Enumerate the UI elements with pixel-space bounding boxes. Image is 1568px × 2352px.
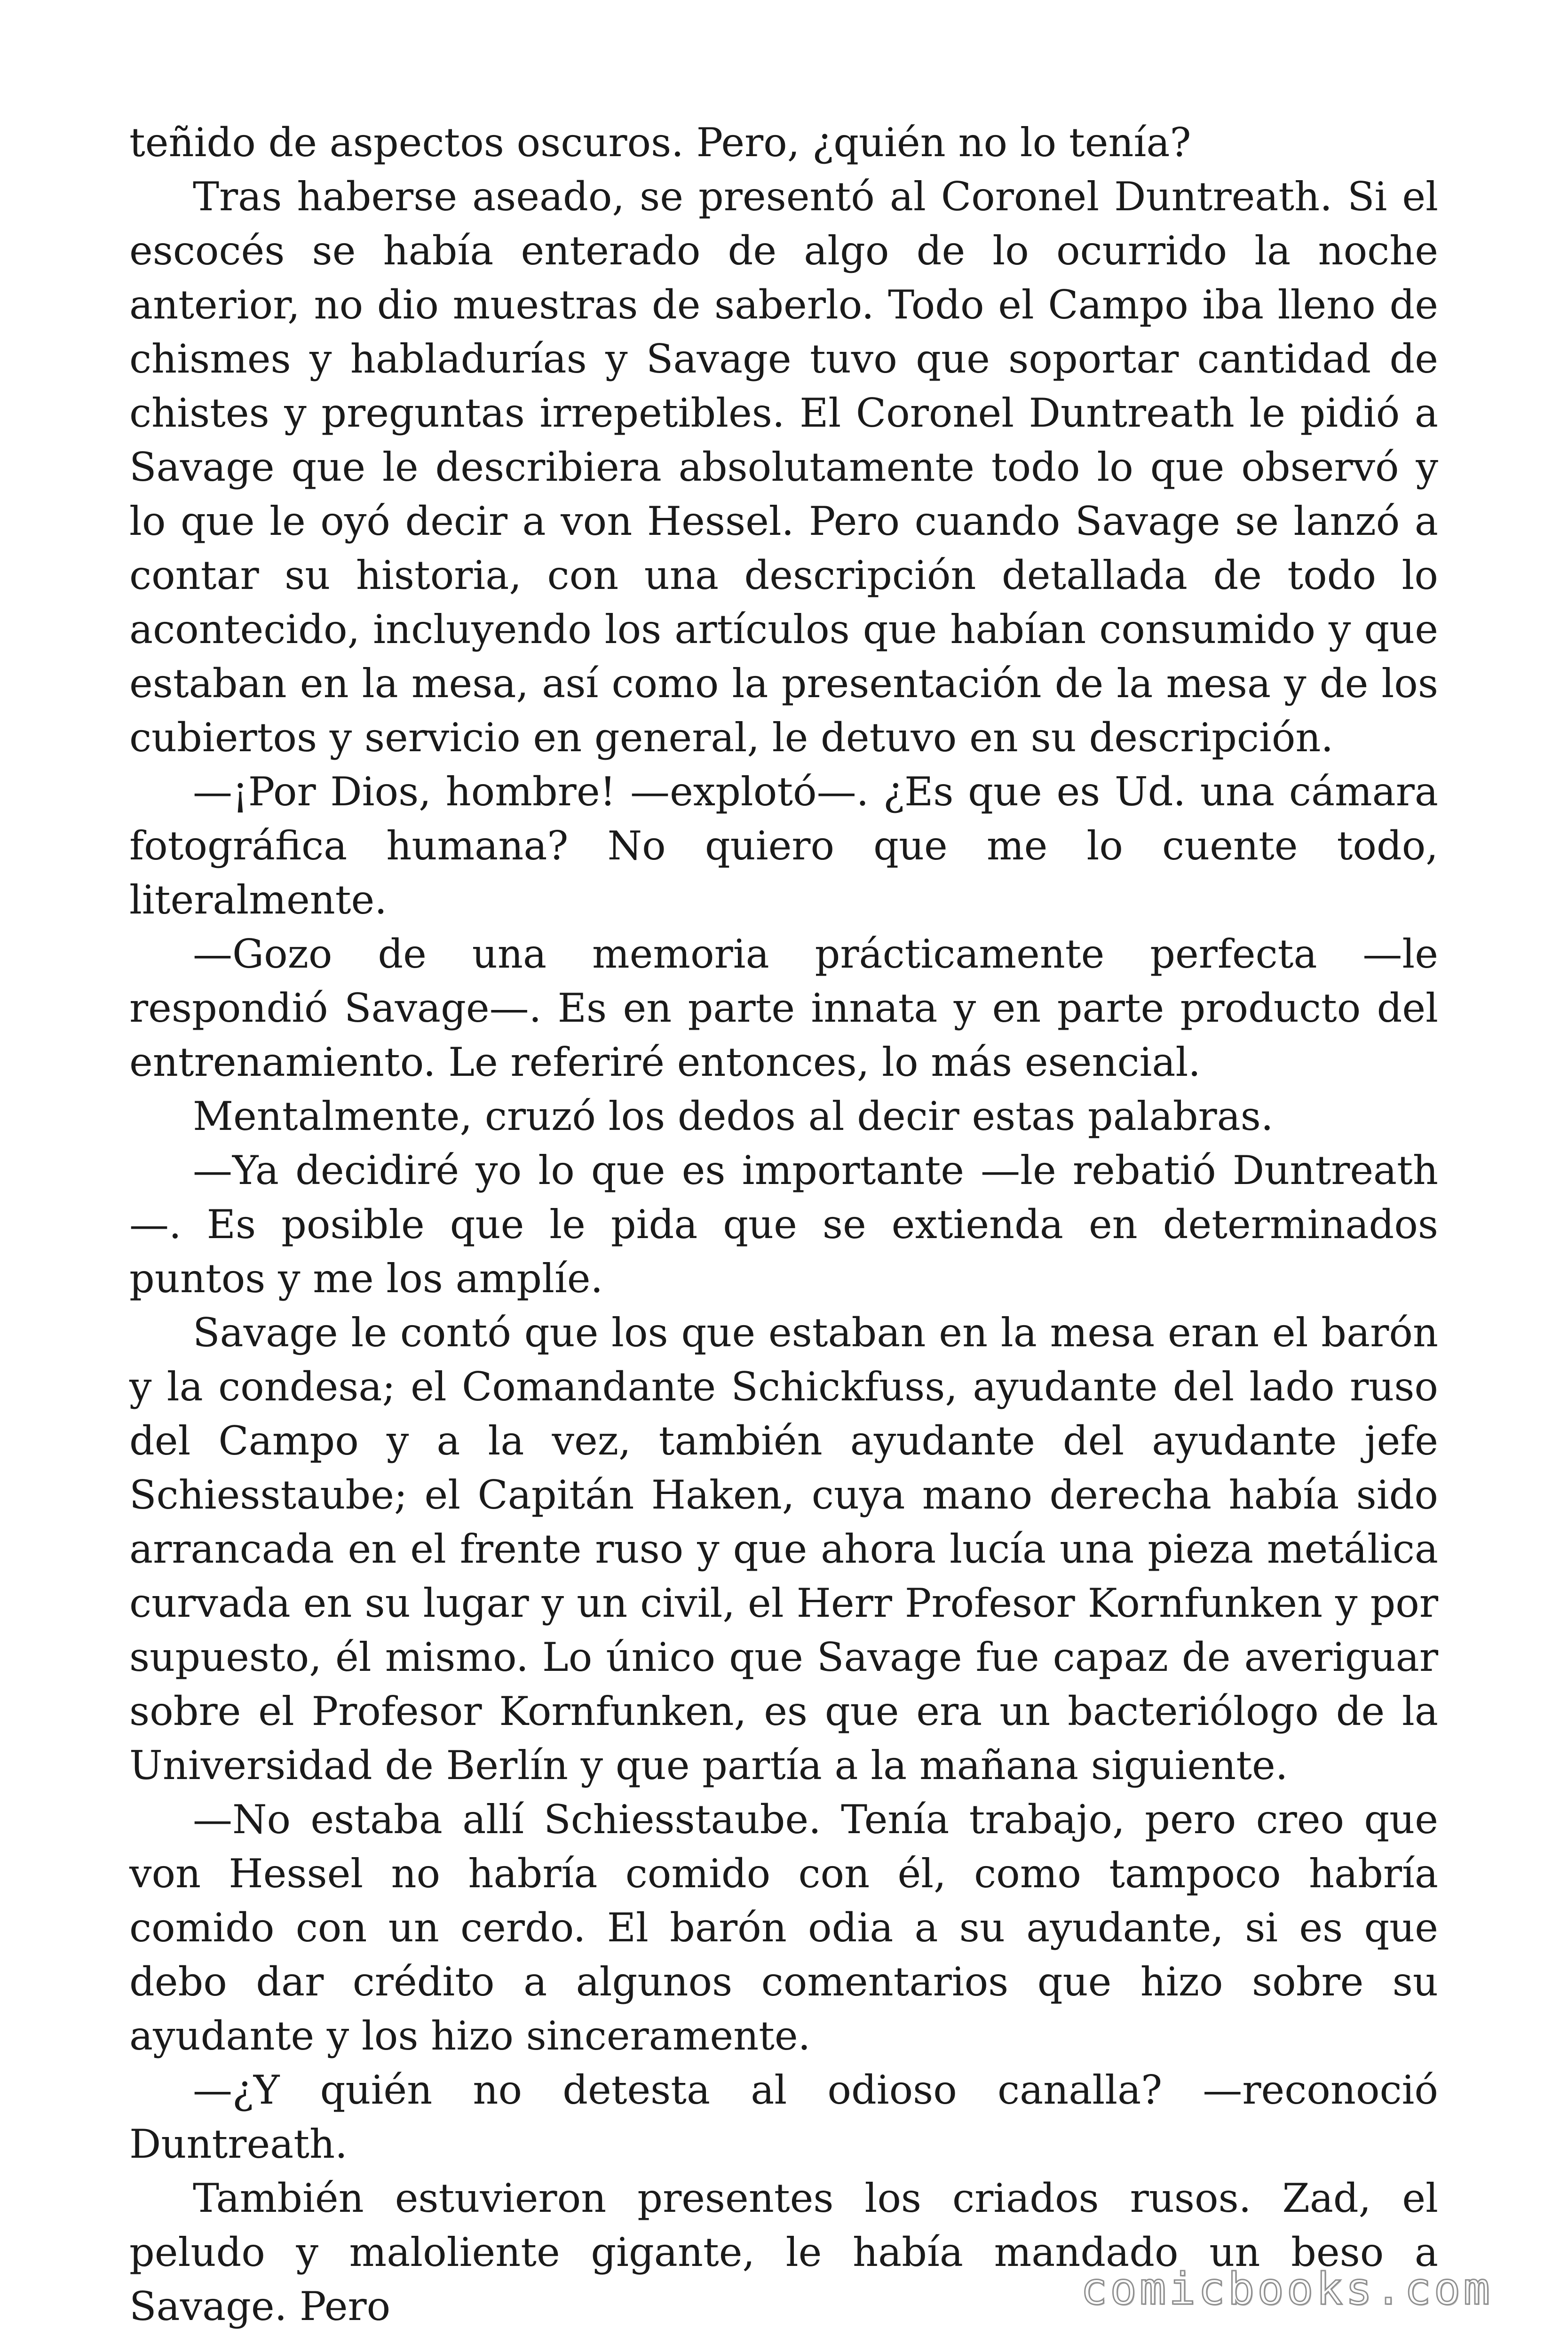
watermark: comicbooks.com <box>1080 2264 1493 2315</box>
paragraph: Tras haberse aseado, se presentó al Coronel Duntreath. Si el escocés se había enterado de algo de lo ocurrido la noche anterior, no dio muestras de saberlo. Todo el Campo iba lleno de chismes y habladurías y Savage tuvo que soportar cantidad de chistes y preguntas irrepetibles. El Coronel Duntreath le pidió a Savage que le describiera absolutamente todo lo que observó y lo que le oyó decir a von Hessel. Pero cuando Savage se lanzó a contar su historia, con una descripción detallada de todo lo acontecido, incluyendo los artículos que habían consumido y que estaban en la mesa, así como la presentación de la mesa y de los cubiertos y servicio en general, le detuvo en su descripción. <box>129 174 1438 761</box>
paragraph: Savage le contó que los que estaban en la mesa eran el barón y la condesa; el Comandante Schickfuss, ayudante del lado ruso del Campo y a la vez, también ayudante del ayudante jefe Schiesstaube; el Capitán Haken, cuya mano derecha había sido arrancada en el frente ruso y que ahora lucía una pieza metálica curvada en su lugar y un civil, el Herr Profesor Kornfunken y por supuesto, él mismo. Lo único que Savage fue capaz de averiguar sobre el Profesor Kornfunken, es que era un bacteriólogo de la Universidad de Berlín y que partía a la mañana siguiente. <box>129 1310 1438 1788</box>
paragraph: Mentalmente, cruzó los dedos al decir estas palabras. <box>193 1093 1274 1139</box>
paragraph: —No estaba allí Schiesstaube. Tenía trabajo, pero creo que von Hessel no habría comido con él, como tampoco habría comido con un cerdo. El barón odia a su ayudante, si es que debo dar crédito a algunos comentarios que hizo sobre su ayudante y los hizo sinceramente. <box>129 1796 1438 2059</box>
paragraph: —¿Y quién no detesta al odioso canalla? —reconoció Duntreath. <box>129 2067 1438 2167</box>
paragraph-continuation: teñido de aspectos oscuros. Pero, ¿quién no lo tenía? <box>129 119 1191 166</box>
paragraph: También estuvieron presentes los criados rusos. Zad, el peludo y maloliente gigante, le había mandado un beso a Savage. Pero <box>129 2175 1438 2329</box>
paragraph: —¡Por Dios, hombre! —explotó—. ¿Es que es Ud. una cámara fotográfica humana? No quiero que me lo cuente todo, literalmente. <box>129 769 1438 923</box>
paragraph: —Ya decidiré yo lo que es importante —le rebatió Duntreath—. Es posible que le pida que se extienda en determinados puntos y me los amplíe. <box>129 1147 1438 1302</box>
book-page-text <box>129 116 1438 2334</box>
paragraph: —Gozo de una memoria prácticamente perfecta —le respondió Savage—. Es en parte innata y en parte producto del entrenamiento. Le referiré entonces, lo más esencial. <box>129 931 1438 1085</box>
